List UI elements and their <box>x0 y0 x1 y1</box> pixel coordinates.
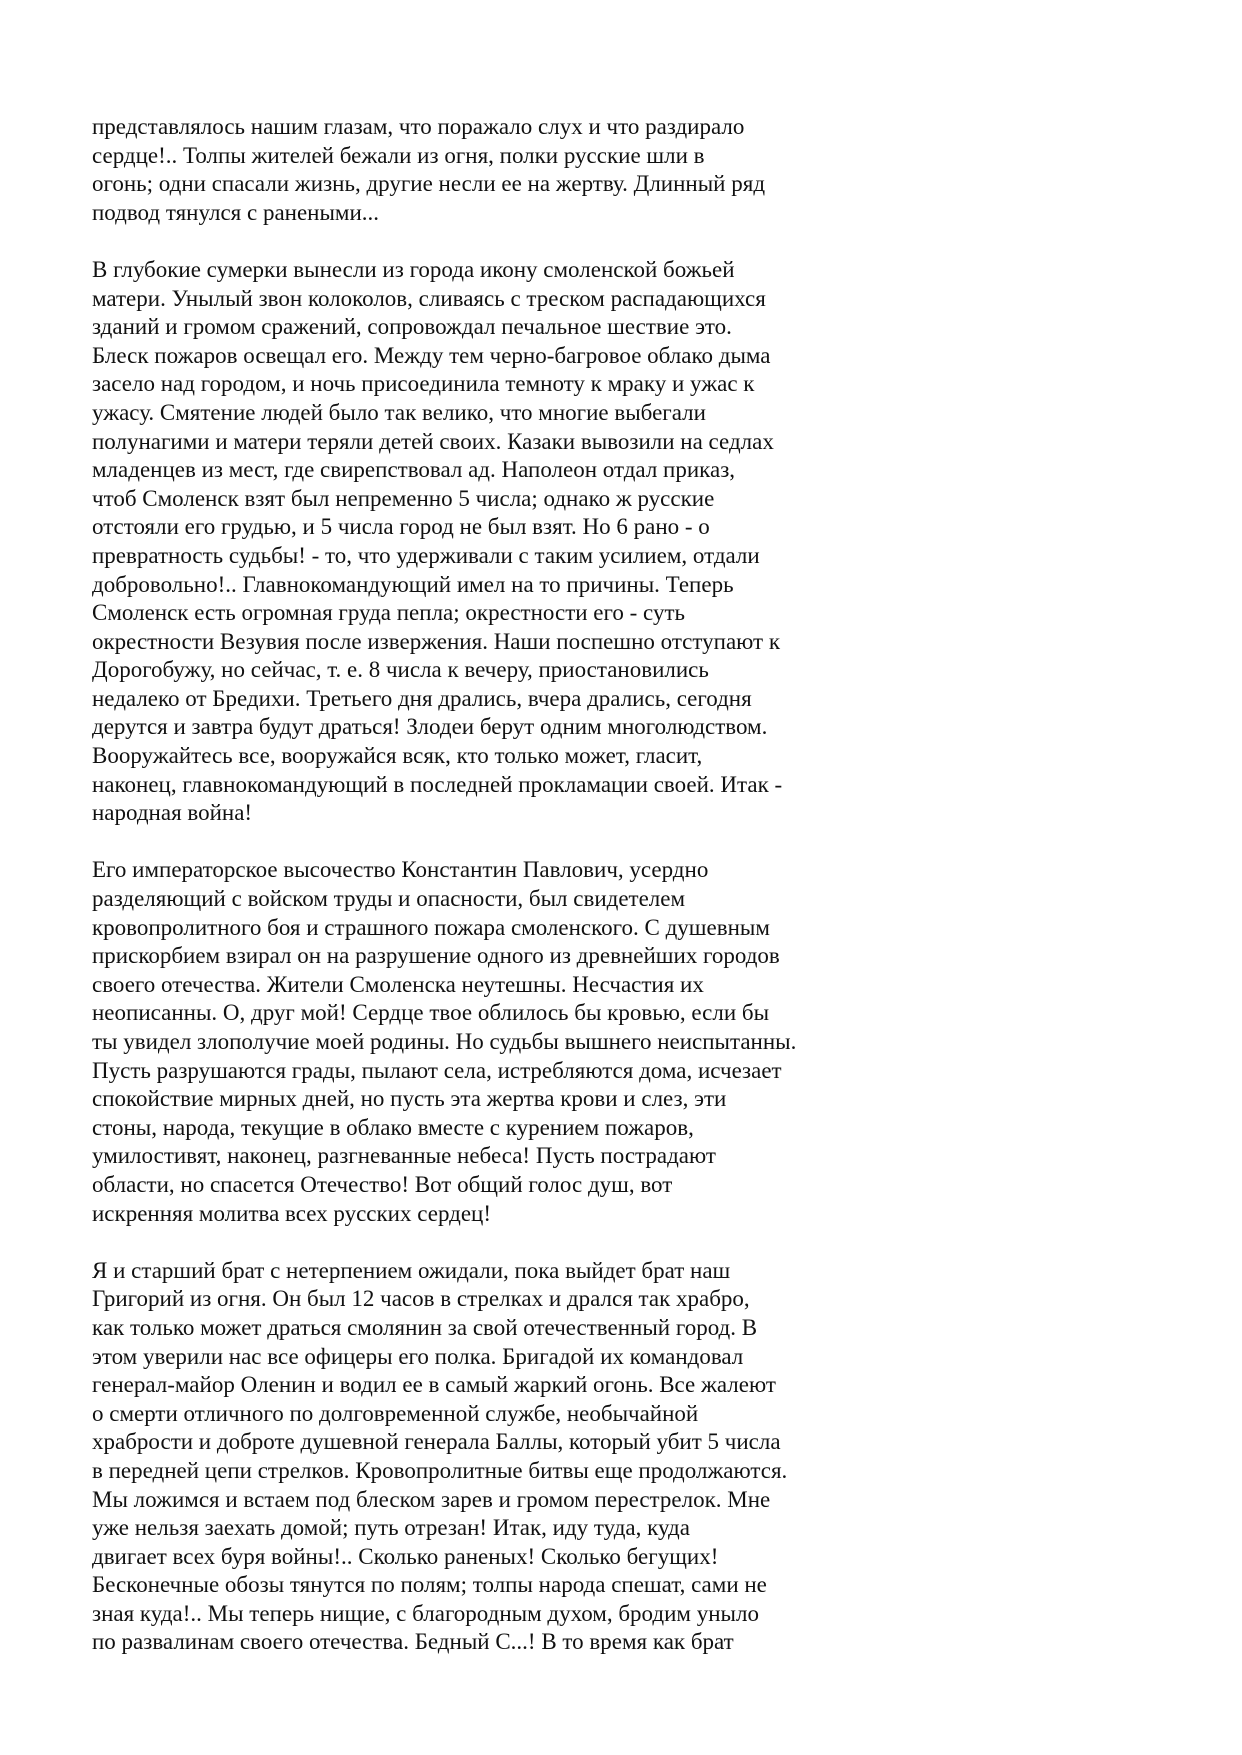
text-line: в передней цепи стрелков. Кровопролитные битвы еще продолжаются. <box>92 1457 788 1483</box>
text-line: превратность судьбы! - то, что удерживали с таким усилием, отдали <box>92 542 760 568</box>
paragraph-3 <box>92 856 1172 1228</box>
text-line: Блеск пожаров освещал его. Между тем черно-багровое облако дыма <box>92 342 771 368</box>
text-line: прискорбием взирал он на разрушение одного из древнейших городов <box>92 943 780 969</box>
text-line: добровольно!.. Главнокомандующий имел на то причины. Теперь <box>92 571 734 597</box>
text-line: уже нельзя заехать домой; путь отрезан! Итак, иду туда, куда <box>92 1515 690 1541</box>
text-line: спокойствие мирных дней, но пусть эта жертва крови и слез, эти <box>92 1086 727 1112</box>
text-line: отстояли его грудью, и 5 числа город не был взят. Но 6 рано - о <box>92 514 710 540</box>
text-line: народная война! <box>92 800 253 826</box>
paragraph-4 <box>92 1257 1172 1657</box>
text-line: подвод тянулся с ранеными... <box>92 199 380 225</box>
text-line: матери. Унылый звон колоколов, сливаясь с треском распадающихся <box>92 285 766 311</box>
text-line: зная куда!.. Мы теперь нищие, с благородным духом, бродим уныло <box>92 1600 759 1626</box>
text-line: Я и старший брат с нетерпением ожидали, пока выйдет брат наш <box>92 1257 731 1283</box>
text-line: кровопролитного боя и страшного пожара смоленского. С душевным <box>92 914 770 940</box>
text-line: В глубокие сумерки вынесли из города икону смоленской божьей <box>92 256 735 282</box>
text-line: своего отечества. Жители Смоленска неутешны. Несчастия их <box>92 971 704 997</box>
text-line: недалеко от Бредихи. Третьего дня дрались, вчера дрались, сегодня <box>92 685 752 711</box>
document-body <box>92 113 1172 1686</box>
text-line: зданий и громом сражений, сопровождал печальное шествие это. <box>92 314 732 340</box>
text-line: наконец, главнокомандующий в последней прокламации своей. Итак - <box>92 771 783 797</box>
text-line: стоны, народа, текущие в облако вместе с курением пожаров, <box>92 1114 694 1140</box>
text-line: Дорогобужу, но сейчас, т. е. 8 числа к вечеру, приостановились <box>92 657 709 683</box>
paragraph-1 <box>92 113 1172 227</box>
text-line: храбрости и доброте душевной генерала Баллы, который убит 5 числа <box>92 1429 781 1455</box>
text-line: Григорий из огня. Он был 12 часов в стрелках и дрался так храбро, <box>92 1286 750 1312</box>
text-line: этом уверили нас все офицеры его полка. Бригадой их командовал <box>92 1343 744 1369</box>
text-line: ты увидел злополучие моей родины. Но судьбы вышнего неиспытанны. <box>92 1029 797 1054</box>
text-line: представлялось нашим глазам, что поражало слух и что раздирало <box>92 114 745 139</box>
text-line: по развалинам своего отечества. Бедный С...! В то время как брат <box>92 1629 734 1655</box>
text-line: Мы ложимся и встаем под блеском зарев и громом перестрелок. Мне <box>92 1486 771 1512</box>
text-line: младенцев из мест, где свирепствовал ад. Наполеон отдал приказ, <box>92 457 736 483</box>
text-line: дерутся и завтра будут драться! Злодеи берут одним многолюдством. <box>92 714 768 740</box>
text-line: двигает всех буря войны!.. Сколько раненых! Сколько бегущих! <box>92 1543 719 1569</box>
text-line: Смоленск есть огромная груда пепла; окрестности его - суть <box>92 600 685 626</box>
text-line: о смерти отличного по долговременной службе, необычайной <box>92 1400 699 1426</box>
text-line: области, но спасется Отечество! Вот общий голос душ, вот <box>92 1171 673 1197</box>
text-line: генерал-майор Оленин и водил ее в самый жаркий огонь. Все жалеют <box>92 1372 776 1398</box>
text-line: сердце!.. Толпы жителей бежали из огня, полки русские шли в <box>92 142 705 168</box>
text-line: как только может драться смолянин за свой отечественный город. В <box>92 1314 758 1340</box>
text-line: искренняя молитва всех русских сердец! <box>92 1200 492 1226</box>
text-line: Бесконечные обозы тянутся по полям; толпы народа спешат, сами не <box>92 1572 767 1598</box>
text-line: огонь; одни спасали жизнь, другие несли ее на жертву. Длинный ряд <box>92 171 766 197</box>
text-line: засело над городом, и ночь присоединила темноту к мраку и ужас к <box>92 371 755 397</box>
text-line: умилостивят, наконец, разгневанные небеса! Пусть пострадают <box>92 1143 716 1169</box>
text-line: окрестности Везувия после извержения. Наши поспешно отступают к <box>92 628 781 654</box>
paragraph-2 <box>92 256 1172 828</box>
text-line: полунагими и матери теряли детей своих. Казаки вывозили на седлах <box>92 428 774 454</box>
text-line: разделяющий с войском труды и опасности, был свидетелем <box>92 886 686 912</box>
text-line: ужасу. Смятение людей было так велико, что многие выбегали <box>92 399 706 425</box>
text-line: Вооружайтесь все, вооружайся всяк, кто только может, гласит, <box>92 743 703 769</box>
text-line: Пусть разрушаются грады, пылают села, истребляются дома, исчезает <box>92 1057 782 1083</box>
text-line: Его императорское высочество Константин Павлович, усердно <box>92 857 709 883</box>
text-line: неописанны. О, друг мой! Сердце твое облилось бы кровью, если бы <box>92 1000 770 1026</box>
text-line: чтоб Смоленск взят был непременно 5 числа; однако ж русские <box>92 485 715 511</box>
